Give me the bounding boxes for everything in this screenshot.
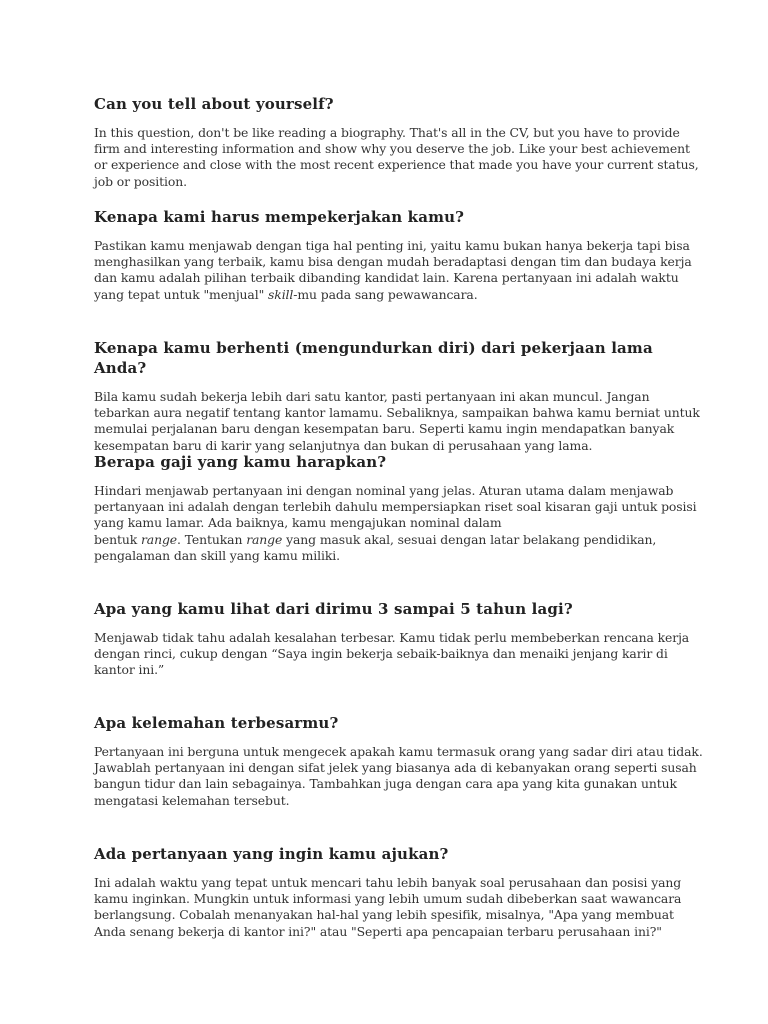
body-line: dengan rinci, cukup dengan “Saya ingin bekerja sebaik-baiknya dan menaiki jenjang karir di bbox=[94, 646, 668, 662]
section-why-quit bbox=[94, 338, 700, 454]
body-line: or experience and close with the most recent experience that made you have your current status, bbox=[94, 157, 699, 173]
body-line: berlangsung. Cobalah menanyakan hal-hal yang lebih spesifik, misalnya, "Apa yang membuat bbox=[94, 907, 674, 923]
section-why-hire bbox=[94, 207, 692, 303]
body-line: kesempatan baru di karir yang selanjutnya dan bukan di perusahaan yang lama. bbox=[94, 437, 593, 453]
body-line: Pertanyaan ini berguna untuk mengecek apakah kamu termasuk orang yang sadar diri atau tidak. bbox=[94, 744, 703, 759]
section-body bbox=[94, 483, 697, 564]
body-line: tebarkan aura negatif tentang kantor lamamu. Sebaliknya, sampaikan bahwa kamu berniat untuk bbox=[94, 405, 700, 421]
section-heading: Berapa gaji yang kamu harapkan? bbox=[94, 453, 387, 471]
body-line: job or position. bbox=[94, 173, 187, 189]
body-line: Anda senang bekerja di kantor ini?" atau "Seperti apa pencapaian terbaru perusahaan ini?" bbox=[94, 923, 662, 939]
section-future-self bbox=[94, 599, 690, 679]
section-body bbox=[94, 389, 700, 454]
body-line bbox=[94, 287, 674, 303]
section-heading: Kenapa kami harus mempekerjakan kamu? bbox=[94, 208, 465, 226]
emphasis-text: range bbox=[246, 531, 283, 547]
section-questions bbox=[94, 844, 682, 940]
section-salary bbox=[94, 452, 697, 564]
body-line: Jawablah pertanyaan ini dengan sifat jelek yang biasanya ada di kebanyakan orang seperti susah bbox=[94, 760, 697, 776]
section-body bbox=[94, 630, 690, 679]
body-line: dan kamu adalah pilihan terbaik dibanding kandidat lain. Karena pertanyaan ini adalah waktu bbox=[94, 270, 679, 286]
section-heading: Ada pertanyaan yang ingin kamu ajukan? bbox=[94, 845, 449, 863]
body-line: bangun tidur dan lain sebagainya. Tambahkan juga dengan cara apa yang kita gunakan untuk bbox=[94, 776, 677, 792]
body-line: pertanyaan ini adalah dengan terlebih dahulu mempersiapkan riset soal kisaran gaji untuk posisi bbox=[94, 499, 697, 515]
body-line: kamu inginkan. Mungkin untuk informasi yang lebih umum sudah dibeberkan saat wawancara bbox=[94, 891, 682, 907]
body-line bbox=[94, 532, 674, 548]
emphasis-text: range bbox=[140, 531, 178, 547]
body-line: firm and interesting information and show why you deserve the job. Like your best achievement bbox=[94, 141, 690, 157]
section-heading: Kenapa kamu berhenti (mengundurkan diri) dari pekerjaan lama Anda? bbox=[94, 339, 653, 377]
section-body bbox=[94, 238, 692, 303]
body-text: -mu pada sang pewawancara. bbox=[293, 286, 478, 302]
body-line: Ini adalah waktu yang tepat untuk mencari tahu lebih banyak soal perusahaan dan posisi yang bbox=[94, 875, 682, 890]
section-body bbox=[94, 125, 699, 190]
section-heading: Apa kelemahan terbesarmu? bbox=[94, 714, 339, 732]
section-body bbox=[94, 875, 682, 940]
section-about-yourself bbox=[94, 94, 699, 190]
body-line: Menjawab tidak tahu adalah kesalahan terbesar. Kamu tidak perlu membeberkan rencana kerja bbox=[94, 630, 690, 645]
body-text: bentuk bbox=[94, 531, 141, 547]
body-text: yang tepat untuk "menjual" bbox=[94, 286, 269, 302]
body-text: . Tentukan bbox=[177, 531, 247, 547]
body-line: kantor ini.” bbox=[94, 662, 165, 678]
body-line: pengalaman dan skill yang kamu miliki. bbox=[94, 547, 340, 563]
section-heading: Can you tell about yourself? bbox=[94, 95, 334, 113]
body-line: Bila kamu sudah bekerja lebih dari satu kantor, pasti pertanyaan ini akan muncul. Jangan bbox=[94, 389, 650, 404]
body-line: In this question, don't be like reading a biography. That's all in the CV, but you have to provide bbox=[94, 125, 680, 140]
body-line: yang kamu lamar. Ada baiknya, kamu mengajukan nominal dalam bbox=[94, 515, 502, 531]
emphasis-text: skill bbox=[268, 286, 294, 302]
body-line: Pastikan kamu menjawab dengan tiga hal penting ini, yaitu kamu bukan hanya bekerja tapi bisa bbox=[94, 238, 690, 253]
body-text: yang masuk akal, sesuai dengan latar belakang pendidikan, bbox=[282, 531, 657, 547]
section-body bbox=[94, 744, 703, 809]
body-line: Hindari menjawab pertanyaan ini dengan nominal yang jelas. Aturan utama dalam menjawab bbox=[94, 483, 674, 498]
body-line: menghasilkan yang terbaik, kamu bisa dengan mudah beradaptasi dengan tim dan budaya kerja bbox=[94, 254, 692, 270]
section-weakness bbox=[94, 713, 703, 809]
section-heading: Apa yang kamu lihat dari dirimu 3 sampai 5 tahun lagi? bbox=[94, 600, 573, 618]
body-line: memulai perjalanan baru dengan kesempatan baru. Seperti kamu ingin mendapatkan banyak bbox=[94, 421, 675, 437]
body-line: mengatasi kelemahan tersebut. bbox=[94, 792, 290, 808]
